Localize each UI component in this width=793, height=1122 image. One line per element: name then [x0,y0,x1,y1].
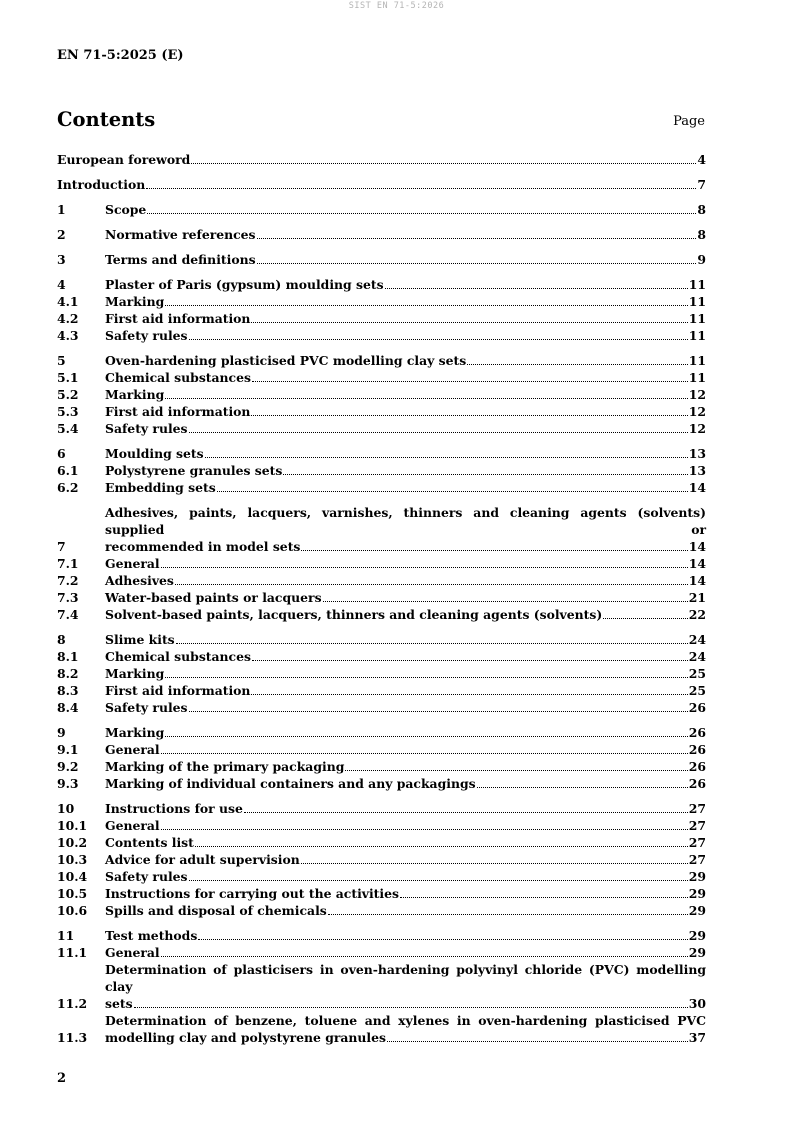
toc-entry-page: 12 [688,421,706,436]
toc-entry-title-continued: sets [105,996,133,1011]
dot-leader [603,618,688,619]
dot-leader [161,567,688,568]
toc-entry-title: General [105,556,160,571]
toc-entry-page: 25 [688,666,706,681]
toc-entry-title: Introduction [57,177,146,192]
toc-entry-page: 21 [688,590,706,605]
toc-entry-title: First aid information [105,311,251,326]
toc-entry-number: 1 [57,202,66,217]
dot-leader [301,550,687,551]
toc-entry[interactable] [57,151,706,168]
toc-group [57,800,706,919]
toc-entry-page: 11 [688,277,706,292]
toc-entry-number: 8.3 [57,683,79,698]
toc-entry-page: 14 [688,556,706,571]
toc-entry-number: 10.4 [57,869,88,884]
toc-entry-title: Instructions for use [105,801,243,816]
toc-entry[interactable] [57,445,706,462]
toc-entry-number: 7.3 [57,590,79,605]
toc-group [57,631,706,716]
toc-group [57,927,706,1046]
toc-entry[interactable] [57,648,706,665]
toc-entry-title: Solvent-based paints, lacquers, thinners and cleaning agents (solvents) [105,607,603,622]
toc-entry-title: Polystyrene granules sets [105,463,283,478]
toc-entry[interactable] [57,961,706,1012]
toc-entry[interactable] [57,699,706,716]
toc-entry-number: 6.1 [57,463,79,478]
dot-leader [257,263,697,264]
dot-leader [205,457,688,458]
toc-entry[interactable] [57,851,706,868]
toc-entry[interactable] [57,665,706,682]
toc-group [57,724,706,792]
toc-entry[interactable] [57,572,706,589]
toc-entry-number: 9 [57,725,66,740]
dot-leader [301,863,688,864]
dot-leader [217,491,688,492]
toc-entry[interactable] [57,462,706,479]
toc-entry-title: Safety rules [105,421,188,436]
toc-entry-title: European foreword [57,152,191,167]
toc-entry-number: 10.6 [57,903,88,918]
dot-leader [134,1007,688,1008]
toc-entry-number: 5 [57,353,66,368]
toc-entry[interactable] [57,834,706,851]
toc-entry-title: Determination of benzene, toluene and xylenes in oven-hardening plasticised PVC [105,1013,706,1028]
toc-entry-title: Advice for adult supervision [105,852,300,867]
toc-entry[interactable] [57,276,706,293]
toc-entry[interactable] [57,369,706,386]
toc-entry-number: 8.4 [57,700,79,715]
toc-entry-number: 2 [57,227,66,242]
toc-group [57,201,706,218]
toc-entry-page: 14 [688,480,706,495]
dot-leader [189,432,688,433]
toc-entry-title: General [105,818,160,833]
dot-leader [387,1041,688,1042]
toc-entry[interactable] [57,885,706,902]
toc-entry-title: Marking [105,725,165,740]
toc-entry-page: 27 [688,801,706,816]
toc-entry-number: 9.3 [57,776,79,791]
toc-entry[interactable] [57,589,706,606]
toc-entry-page: 29 [688,903,706,918]
toc-entry[interactable] [57,504,706,555]
toc-entry[interactable] [57,293,706,310]
toc-entry-title: Terms and definitions [105,252,256,267]
toc-entry-number: 8.2 [57,666,79,681]
toc-entry[interactable] [57,201,706,218]
toc-entry-page: 24 [688,649,706,664]
dot-leader [385,288,688,289]
toc-entry-title: General [105,945,160,960]
toc-entry-number: 7.2 [57,573,79,588]
toc-entry-page: 12 [688,387,706,402]
dot-leader [251,322,687,323]
toc-entry-number: 10.2 [57,835,88,850]
dot-leader [165,305,688,306]
toc-entry-number: 3 [57,252,66,267]
toc-entry-title: Marking [105,387,165,402]
toc-group [57,176,706,193]
toc-entry[interactable] [57,775,706,792]
toc-entry-number: 4.1 [57,294,79,309]
toc-entry-number: 11.2 [57,996,88,1011]
toc-entry[interactable] [57,868,706,885]
toc-entry-number: 5.2 [57,387,79,402]
toc-entry-number: 7 [57,539,66,554]
dot-leader [165,677,688,678]
toc-entry-title: Moulding sets [105,446,204,461]
watermark: SIST EN 71-5:2026 [348,1,445,11]
toc-entry-number: 10.3 [57,852,88,867]
dot-leader [252,381,688,382]
toc-entry-page: 8 [697,227,706,242]
dot-leader [176,643,688,644]
toc-group [57,251,706,268]
dot-leader [161,753,688,754]
toc-entry-page: 26 [688,725,706,740]
toc-entry-page: 14 [688,573,706,588]
toc-entry-page: 29 [688,886,706,901]
toc-entry-title: Marking [105,666,165,681]
toc-entry-number: 5.1 [57,370,79,385]
dot-leader [477,787,688,788]
toc-entry-number: 10 [57,801,75,816]
toc-entry-title: General [105,742,160,757]
toc-entry-number: 5.4 [57,421,79,436]
dot-leader [175,584,688,585]
toc-entry[interactable] [57,758,706,775]
toc-entry-number: 8.1 [57,649,79,664]
toc-entry-page: 37 [688,1030,706,1045]
toc-entry-page: 13 [688,446,706,461]
toc-entry-title: First aid information [105,683,251,698]
toc-entry-page: 11 [688,370,706,385]
toc-entry-title: Determination of plasticisers in oven-hardening polyvinyl chloride (PVC) modelling clay [105,962,706,994]
toc-entry-title: First aid information [105,404,251,419]
page-column-label: Page [673,114,705,129]
dot-leader [323,601,688,602]
toc-entry-page: 24 [688,632,706,647]
dot-leader [345,770,687,771]
toc-entry-number: 7.4 [57,607,79,622]
toc-entry-title: Chemical substances [105,649,251,664]
toc-entry-number: 5.3 [57,404,79,419]
toc-entry-number: 4 [57,277,66,292]
dot-leader [251,694,687,695]
dot-leader [165,398,688,399]
dot-leader [195,846,688,847]
toc-entry-page: 4 [697,152,706,167]
toc-entry-page: 30 [688,996,706,1011]
dot-leader [161,956,688,957]
toc-entry-title: Marking of individual containers and any packagings [105,776,476,791]
dot-leader [189,880,688,881]
dot-leader [161,829,688,830]
toc-entry-title: Embedding sets [105,480,216,495]
toc-entry[interactable] [57,902,706,919]
dot-leader [191,163,696,164]
toc-entry-title: Spills and disposal of chemicals [105,903,327,918]
contents-title: Contents [57,108,156,131]
toc-entry-page: 11 [688,294,706,309]
toc-entry-title-continued: modelling clay and polystyrene granules [105,1030,386,1045]
toc-entry-title: Plaster of Paris (gypsum) moulding sets [105,277,384,292]
toc-entry-title: Safety rules [105,328,188,343]
toc-entry-title-continued: recommended in model sets [105,539,301,554]
toc-entry[interactable] [57,631,706,648]
toc-entry-title: Instructions for carrying out the activities [105,886,399,901]
dot-leader [251,415,687,416]
toc-entry-page: 26 [688,759,706,774]
toc-entry[interactable] [57,606,706,623]
dot-leader [147,213,696,214]
toc-entry[interactable] [57,226,706,243]
toc-entry-title: Scope [105,202,147,217]
toc-entry-number: 11 [57,928,75,943]
toc-entry-page: 9 [697,252,706,267]
toc-entry-page: 26 [688,776,706,791]
toc-entry[interactable] [57,1012,706,1046]
toc-entry[interactable] [57,403,706,420]
toc-entry-title: Safety rules [105,869,188,884]
toc-entry-title: Contents list [105,835,194,850]
toc-group [57,276,706,344]
toc-entry-page: 25 [688,683,706,698]
toc-entry-number: 10.5 [57,886,88,901]
toc-entry-title: Chemical substances [105,370,251,385]
toc-entry[interactable] [57,176,706,193]
dot-leader [328,914,688,915]
dot-leader [257,238,697,239]
toc-entry-title: Marking [105,294,165,309]
dot-leader [467,364,688,365]
toc-entry[interactable] [57,682,706,699]
dot-leader [244,812,688,813]
toc-entry-number: 7.1 [57,556,79,571]
toc-entry-number: 9.1 [57,742,79,757]
toc-entry[interactable] [57,251,706,268]
toc-entry[interactable] [57,420,706,437]
toc-entry[interactable] [57,944,706,961]
toc-entry-number: 4.2 [57,311,79,326]
toc-group [57,504,706,623]
toc-entry[interactable] [57,817,706,834]
toc-entry-number: 11.3 [57,1030,88,1045]
toc-group [57,151,706,168]
toc-entry[interactable] [57,741,706,758]
toc-entry-page: 29 [688,869,706,884]
page-number: 2 [57,1071,67,1086]
document-id: EN 71-5:2025 (E) [57,48,184,63]
dot-leader [198,939,687,940]
toc-entry-number: 8 [57,632,66,647]
toc-group [57,445,706,496]
toc-entry[interactable] [57,479,706,496]
toc-group [57,352,706,437]
toc-entry[interactable] [57,327,706,344]
toc-entry-page: 27 [688,835,706,850]
toc-entry-title: Slime kits [105,632,175,647]
toc-entry[interactable] [57,724,706,741]
toc-entry-title: Normative references [105,227,256,242]
toc-entry-page: 29 [688,928,706,943]
toc-entry[interactable] [57,310,706,327]
toc-entry-page: 11 [688,328,706,343]
toc-entry-page: 29 [688,945,706,960]
toc-entry-page: 22 [688,607,706,622]
toc-entry[interactable] [57,800,706,817]
dot-leader [400,897,688,898]
toc-entry-page: 7 [697,177,706,192]
toc-entry[interactable] [57,386,706,403]
toc-entry-page: 26 [688,700,706,715]
toc-entry-number: 11.1 [57,945,88,960]
toc-entry-title: Safety rules [105,700,188,715]
toc-entry-page: 8 [697,202,706,217]
toc-entry-title: Adhesives [105,573,174,588]
toc-entry[interactable] [57,927,706,944]
toc-entry-number: 6.2 [57,480,79,495]
table-of-contents [57,151,706,1054]
toc-entry-page: 14 [688,539,706,554]
toc-entry-number: 9.2 [57,759,79,774]
toc-entry[interactable] [57,352,706,369]
toc-entry-page: 11 [688,353,706,368]
toc-entry-page: 12 [688,404,706,419]
toc-entry-page: 27 [688,818,706,833]
toc-entry-number: 6 [57,446,66,461]
dot-leader [283,474,687,475]
toc-entry-title: Marking of the primary packaging [105,759,345,774]
toc-group [57,226,706,243]
toc-entry-number: 4.3 [57,328,79,343]
toc-entry-page: 26 [688,742,706,757]
toc-entry-page: 27 [688,852,706,867]
toc-entry-title: Water-based paints or lacquers [105,590,322,605]
dot-leader [189,339,688,340]
dot-leader [189,711,688,712]
toc-entry[interactable] [57,555,706,572]
toc-entry-number: 10.1 [57,818,88,833]
toc-entry-title: Adhesives, paints, lacquers, varnishes, thinners and cleaning agents (solvents) supplied or [105,505,706,537]
dot-leader [252,660,688,661]
toc-entry-title: Oven-hardening plasticised PVC modelling clay sets [105,353,467,368]
toc-entry-page: 13 [688,463,706,478]
toc-entry-page: 11 [688,311,706,326]
dot-leader [165,736,688,737]
toc-entry-title: Test methods [105,928,198,943]
dot-leader [146,188,696,189]
